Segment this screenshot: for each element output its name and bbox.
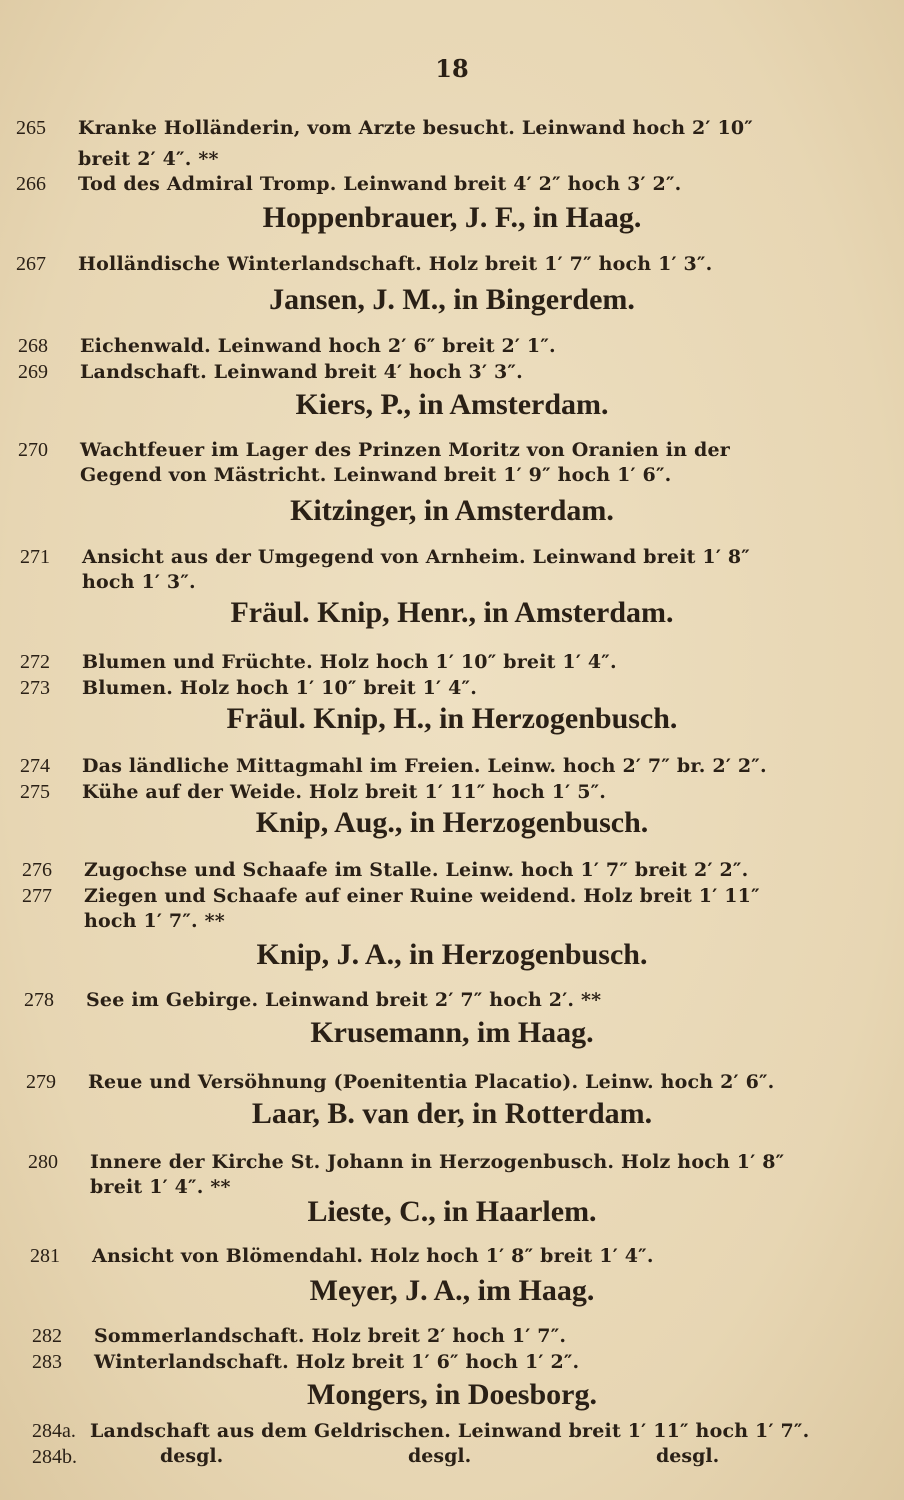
entry-text: Ziegen und Schaafe auf einer Ruine weidend. Holz breit 1′ 11″ (84, 885, 760, 907)
entry-number: 284b. (32, 1446, 77, 1468)
entry-number: 275 (20, 781, 50, 803)
artist-heading: Laar, B. van der, in Rotterdam. (251, 1097, 653, 1130)
entry-text: Ansicht von Blömendahl. Holz hoch 1′ 8″ breit 1′ 4″. (92, 1245, 654, 1267)
entry-number: 284a. (32, 1420, 76, 1442)
entry-text: Das ländliche Mittagmahl im Freien. Leinw. hoch 2′ 7″ br. 2′ 2″. (82, 755, 767, 777)
entry-number: 274 (20, 755, 50, 777)
artist-heading: Fräul. Knip, H., in Herzogenbusch. (226, 702, 678, 735)
entry-number: 266 (16, 173, 46, 195)
artist-heading: Kitzinger, in Amsterdam. (290, 494, 614, 527)
entry-text: See im Gebirge. Leinwand breit 2′ 7″ hoch 2′. ** (86, 989, 602, 1011)
ditto-mark: desgl. (408, 1445, 472, 1467)
entry-number: 282 (32, 1325, 62, 1347)
entry-text: Wachtfeuer im Lager des Prinzen Moritz von Oranien in der (80, 439, 730, 461)
ditto-mark: desgl. (160, 1445, 224, 1467)
entry-text: Blumen und Früchte. Holz hoch 1′ 10″ breit 1′ 4″. (82, 651, 617, 673)
artist-heading: Knip, Aug., in Herzogenbusch. (255, 806, 649, 839)
artist-heading: Mongers, in Doesborg. (307, 1378, 597, 1411)
entry-number: 265 (16, 117, 46, 139)
entry-text: Winterlandschaft. Holz breit 1′ 6″ hoch 1′ 2″. (94, 1351, 580, 1373)
entry-text: Tod des Admiral Tromp. Leinwand breit 4′ 2″ hoch 3′ 2″. (78, 173, 682, 195)
artist-heading: Meyer, J. A., im Haag. (309, 1274, 595, 1307)
artist-heading: Krusemann, im Haag. (310, 1016, 594, 1049)
artist-heading: Lieste, C., in Haarlem. (307, 1195, 597, 1228)
entry-text-continued: breit 1′ 4″. ** (90, 1176, 231, 1198)
page-number: 18 (435, 54, 469, 83)
entry-text: Kühe auf der Weide. Holz breit 1′ 11″ hoch 1′ 5″. (82, 781, 607, 803)
ditto-mark: desgl. (656, 1445, 720, 1467)
entry-text: Reue und Versöhnung (Poenitentia Placatio). Leinw. hoch 2′ 6″. (88, 1071, 775, 1093)
entry-number: 271 (20, 546, 50, 568)
entry-number: 276 (22, 859, 52, 881)
entry-number: 269 (18, 361, 48, 383)
entry-number: 273 (20, 677, 50, 699)
entry-number: 277 (22, 885, 52, 907)
artist-heading: Jansen, J. M., in Bingerdem. (269, 283, 635, 316)
entry-number: 272 (20, 651, 50, 673)
artist-heading: Knip, J. A., in Herzogenbusch. (256, 938, 648, 971)
entry-number: 278 (24, 989, 54, 1011)
artist-heading: Kiers, P., in Amsterdam. (295, 388, 609, 421)
entry-number: 268 (18, 335, 48, 357)
entry-number: 280 (28, 1151, 58, 1173)
artist-heading: Hoppenbrauer, J. F., in Haag. (262, 201, 642, 234)
entry-number: 270 (18, 439, 48, 461)
entry-number: 283 (32, 1351, 62, 1373)
entry-text-continued: breit 2′ 4″. ** (78, 148, 219, 170)
entry-text: Zugochse und Schaafe im Stalle. Leinw. hoch 1′ 7″ breit 2′ 2″. (84, 859, 749, 881)
entry-number: 281 (30, 1245, 60, 1267)
entry-text-continued: hoch 1′ 3″. (82, 571, 196, 593)
entry-text: Blumen. Holz hoch 1′ 10″ breit 1′ 4″. (82, 677, 478, 699)
artist-heading: Fräul. Knip, Henr., in Amsterdam. (230, 596, 674, 629)
entry-text: Holländische Winterlandschaft. Holz breit 1′ 7″ hoch 1′ 3″. (78, 253, 713, 275)
entry-text: Eichenwald. Leinwand hoch 2′ 6″ breit 2′ 1″. (80, 335, 556, 357)
entry-text: Innere der Kirche St. Johann in Herzogenbusch. Holz hoch 1′ 8″ (90, 1151, 785, 1173)
entry-text-continued: hoch 1′ 7″. ** (84, 910, 225, 932)
entry-text-continued: Gegend von Mästricht. Leinwand breit 1′ 9″ hoch 1′ 6″. (80, 464, 672, 486)
entry-text: Landschaft. Leinwand breit 4′ hoch 3′ 3″. (80, 361, 523, 383)
entry-number: 267 (16, 253, 46, 275)
entry-number: 279 (26, 1071, 56, 1093)
entry-text: Landschaft aus dem Geldrischen. Leinwand breit 1′ 11″ hoch 1′ 7″. (90, 1420, 810, 1442)
entry-text: Ansicht aus der Umgegend von Arnheim. Leinwand breit 1′ 8″ (82, 546, 750, 568)
entry-text: Kranke Holländerin, vom Arzte besucht. Leinwand hoch 2′ 10″ (78, 117, 753, 139)
entry-text: Sommerlandschaft. Holz breit 2′ hoch 1′ 7″. (94, 1325, 567, 1347)
